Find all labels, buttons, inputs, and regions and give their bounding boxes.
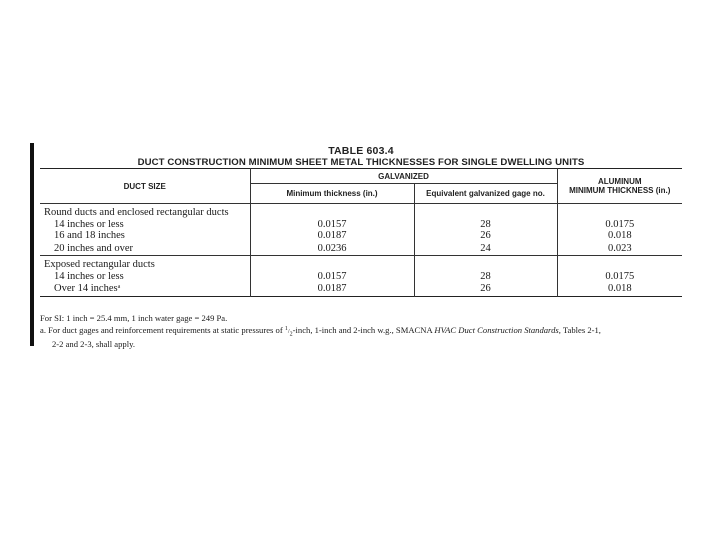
- duct-size-cell: 20 inches and over: [40, 242, 250, 256]
- revision-margin-bar: [30, 143, 34, 346]
- thickness-cell: 0.0187: [250, 282, 414, 296]
- header-duct-size: DUCT SIZE: [40, 169, 250, 204]
- table-row: [40, 271, 682, 283]
- footnote-a-standard-title: HVAC Duct Construction Standards: [434, 324, 559, 335]
- table-number: TABLE 603.4: [328, 145, 394, 157]
- duct-size-cell: 14 inches or less: [54, 270, 124, 282]
- footnote-a-suffix: , Tables 2-1,: [558, 324, 601, 335]
- thickness-cell: 0.0187: [250, 230, 414, 242]
- table-notes: [40, 313, 690, 350]
- table-row: [40, 219, 682, 231]
- footnote-a: [40, 324, 690, 340]
- footnote-marker: a: [117, 284, 121, 290]
- section-heading: Round ducts and enclosed rectangular ducts: [44, 207, 229, 218]
- gage-cell: 28: [414, 271, 557, 283]
- table-row: [40, 282, 682, 296]
- section-heading: Exposed rectangular ducts: [44, 259, 155, 270]
- duct-size-cell: [40, 282, 250, 296]
- header-aluminum-line2: MINIMUM THICKNESS (in.): [569, 186, 671, 195]
- thickness-cell: 0.0157: [250, 219, 414, 231]
- footnote-a-mid: -inch, 1-inch and 2-inch w.g., SMACNA: [292, 324, 435, 335]
- aluminum-cell: 0.018: [557, 230, 682, 242]
- gage-cell: 26: [414, 282, 557, 296]
- fraction-half: 1/2: [284, 325, 293, 337]
- table-caption: DUCT CONSTRUCTION MINIMUM SHEET METAL THICKNESSES FOR SINGLE DWELLING UNITS: [137, 157, 585, 168]
- header-gage-no: Equivalent galvanized gage no.: [414, 184, 557, 204]
- duct-thickness-table: [40, 168, 682, 297]
- thickness-cell: 0.0157: [250, 271, 414, 283]
- gage-cell: 28: [414, 219, 557, 231]
- header-aluminum-line1: ALUMINUM: [597, 177, 642, 186]
- header-aluminum: [557, 169, 682, 204]
- fraction-denominator: 2: [289, 330, 293, 337]
- table-row: [40, 230, 682, 242]
- section-heading-row: [40, 204, 682, 219]
- footnote-a-prefix: a. For duct gages and reinforcement requirements at static pressures of: [40, 324, 285, 335]
- gage-cell: 24: [414, 242, 557, 256]
- aluminum-cell: 0.018: [557, 282, 682, 296]
- table-row: [40, 242, 682, 256]
- footnote-a-line2: 2-2 and 2-3, shall apply.: [52, 339, 135, 350]
- aluminum-cell: 0.0175: [557, 271, 682, 283]
- si-note: For SI: 1 inch = 25.4 mm, 1 inch water gage = 249 Pa.: [40, 313, 228, 323]
- fraction-numerator: 1: [284, 325, 288, 332]
- thickness-cell: 0.0236: [250, 242, 414, 256]
- duct-size-cell: 16 and 18 inches: [54, 230, 125, 241]
- aluminum-cell: 0.023: [557, 242, 682, 256]
- duct-size-cell: 14 inches or less: [54, 218, 124, 230]
- header-galvanized: GALVANIZED: [250, 169, 557, 184]
- header-min-thickness: Minimum thickness (in.): [250, 184, 414, 204]
- table-title: [40, 145, 682, 168]
- duct-size-text: Over 14 inches: [54, 283, 118, 294]
- section-heading-row: [40, 256, 682, 271]
- gage-cell: 26: [414, 230, 557, 242]
- aluminum-cell: 0.0175: [557, 219, 682, 231]
